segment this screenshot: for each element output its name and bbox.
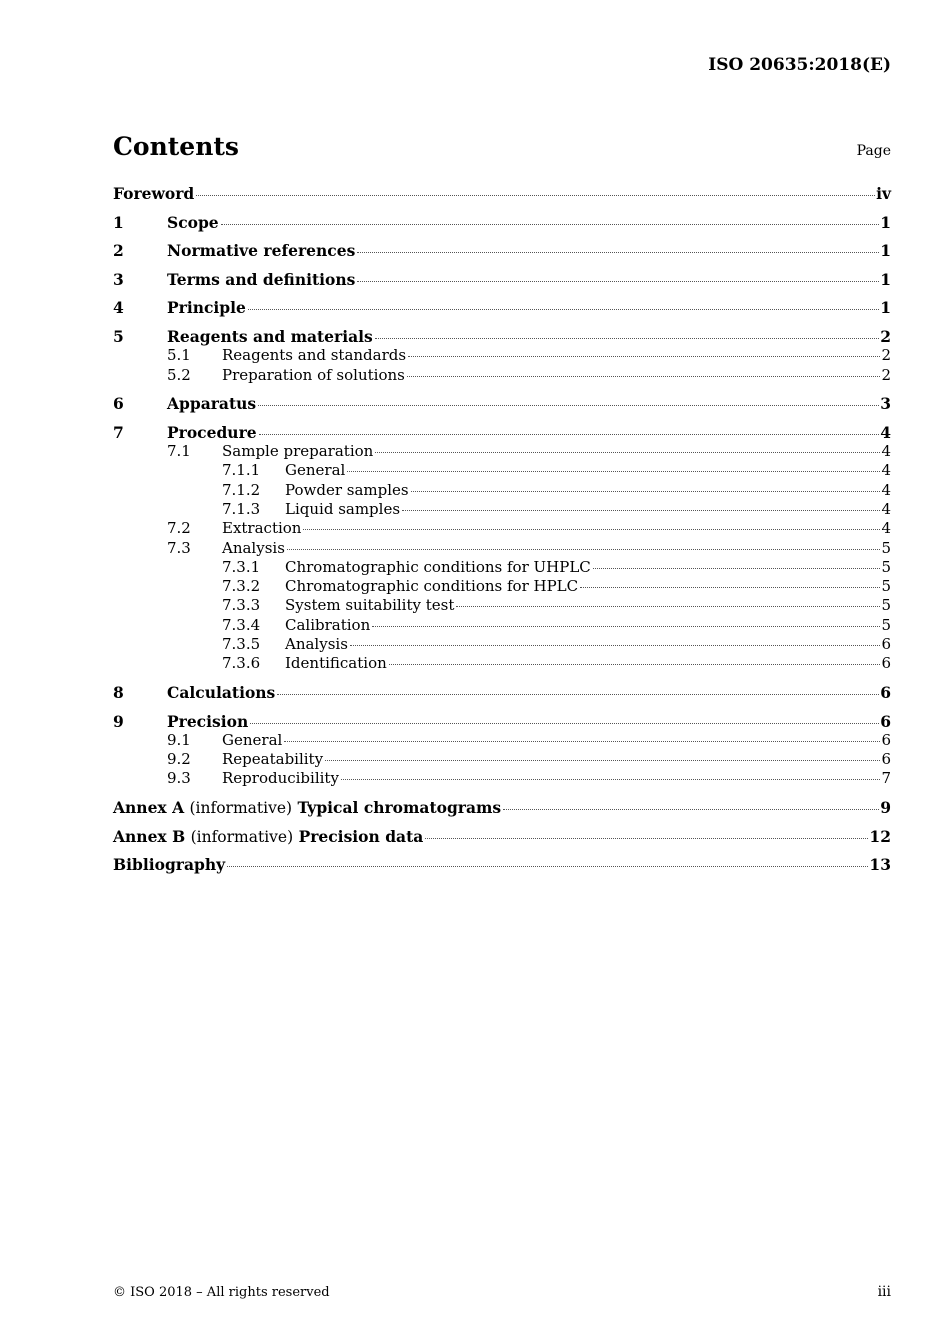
toc-page: 2 — [881, 365, 891, 384]
toc-page: 1 — [880, 269, 891, 289]
toc-page: 5 — [881, 615, 891, 634]
toc-entry-7[interactable] — [113, 423, 891, 442]
toc-number: 5.2 — [167, 365, 191, 384]
leader-dots — [407, 375, 881, 377]
toc-page: 4 — [881, 499, 891, 518]
toc-page: 13 — [869, 855, 891, 875]
leader-dots — [375, 337, 879, 339]
contents-title: Contents — [113, 132, 240, 161]
toc-page: 4 — [881, 519, 891, 538]
leader-dots — [402, 509, 880, 511]
leader-dots — [411, 490, 881, 492]
toc-entry-7-3-4[interactable] — [113, 616, 891, 635]
leader-dots — [347, 470, 880, 472]
toc-title: Apparatus — [167, 394, 257, 414]
toc-page: 2 — [881, 346, 891, 365]
leader-dots — [287, 548, 881, 550]
leader-dots — [503, 808, 879, 810]
leader-dots — [325, 759, 880, 761]
toc-title: System suitability test — [285, 596, 455, 615]
toc-entry-9-2[interactable] — [113, 750, 891, 769]
toc-page: 12 — [869, 826, 891, 846]
leader-dots — [284, 740, 880, 742]
leader-dots — [248, 308, 879, 310]
toc-title: Principle — [167, 298, 246, 318]
footer-page-number: iii — [877, 1284, 891, 1300]
toc-number: 9.3 — [167, 769, 191, 788]
toc-number: 7.3.6 — [222, 654, 261, 673]
toc-number: 8 — [113, 682, 124, 702]
toc-number: 7.3.3 — [222, 596, 261, 615]
toc-entry-9-3[interactable] — [113, 769, 891, 788]
leader-dots — [389, 663, 881, 665]
toc-title — [113, 798, 501, 817]
toc-title: Scope — [167, 212, 219, 232]
annex-type: (informative) — [189, 798, 293, 817]
toc-number: 7 — [113, 422, 124, 442]
leader-dots — [221, 223, 880, 225]
toc-title: Reagents and standards — [222, 346, 407, 365]
toc-page: 6 — [881, 730, 891, 749]
toc-title: Chromatographic conditions for HPLC — [285, 577, 579, 596]
toc-number: 4 — [113, 298, 124, 318]
toc-title — [113, 827, 423, 846]
toc-page: 7 — [881, 769, 891, 788]
toc-entry-foreword[interactable] — [113, 184, 891, 203]
toc-number: 5 — [113, 326, 124, 346]
toc-title: Bibliography — [113, 855, 226, 875]
toc-title: Powder samples — [285, 480, 409, 499]
toc-number: 7.3.5 — [222, 635, 261, 654]
toc-title: Reproducibility — [222, 769, 339, 788]
leader-dots — [357, 251, 879, 253]
toc-title: Normative references — [167, 241, 356, 261]
toc-title: Reagents and materials — [167, 326, 373, 346]
toc-entry-7-3-6[interactable] — [113, 654, 891, 673]
toc-title: Terms and definitions — [167, 269, 356, 289]
toc-title: Foreword — [113, 184, 195, 203]
toc-title: General — [285, 461, 346, 480]
toc-page: 6 — [880, 711, 891, 731]
toc-number: 7.1.2 — [222, 480, 261, 499]
toc-title: Sample preparation — [222, 442, 374, 461]
toc-entry-6[interactable] — [113, 394, 891, 413]
leader-dots — [341, 778, 881, 780]
toc-title: Precision — [167, 711, 249, 731]
leader-dots — [593, 567, 881, 569]
toc-title: Procedure — [167, 422, 257, 442]
toc-title: Analysis — [285, 635, 348, 654]
toc-page: 5 — [881, 596, 891, 615]
toc-number: 6 — [113, 394, 124, 414]
toc-page: 4 — [881, 442, 891, 461]
toc-entry-7-1-2[interactable] — [113, 481, 891, 500]
toc-entry-2[interactable] — [113, 241, 891, 260]
toc-page: 9 — [880, 797, 891, 817]
toc-page: 6 — [881, 635, 891, 654]
toc-number: 7.1.3 — [222, 499, 261, 518]
leader-dots — [425, 837, 868, 839]
leader-dots — [196, 194, 875, 196]
toc-page: 5 — [881, 577, 891, 596]
table-of-contents — [113, 184, 891, 874]
toc-page: 1 — [880, 212, 891, 232]
toc-page: 4 — [881, 461, 891, 480]
toc-number: 7.1 — [167, 442, 191, 461]
toc-entry-5[interactable] — [113, 327, 891, 346]
annex-type: (informative) — [190, 827, 294, 846]
toc-number: 7.3.1 — [222, 557, 261, 576]
toc-entry-7-2[interactable] — [113, 519, 891, 538]
toc-page: 5 — [881, 557, 891, 576]
toc-number: 1 — [113, 212, 124, 232]
toc-entry-annex-a[interactable] — [113, 798, 891, 817]
toc-title: Calculations — [167, 682, 276, 702]
toc-number: 9 — [113, 711, 124, 731]
toc-title: Chromatographic conditions for UHPLC — [285, 557, 591, 576]
toc-title: Liquid samples — [285, 499, 401, 518]
toc-entry-7-3[interactable] — [113, 539, 891, 558]
toc-entry-1[interactable] — [113, 213, 891, 232]
leader-dots — [227, 865, 868, 867]
toc-entry-7-1-1[interactable] — [113, 461, 891, 480]
toc-number: 7.3.4 — [222, 615, 261, 634]
toc-page: 1 — [880, 241, 891, 261]
leader-dots — [456, 605, 880, 607]
toc-page: 4 — [881, 480, 891, 499]
leader-dots — [250, 722, 879, 724]
leader-dots — [580, 586, 880, 588]
toc-entry-5-1[interactable] — [113, 346, 891, 365]
leader-dots — [350, 644, 881, 646]
leader-dots — [303, 528, 880, 530]
toc-page: iv — [876, 184, 891, 203]
leader-dots — [375, 451, 880, 453]
leader-dots — [277, 693, 879, 695]
toc-entry-bibliography[interactable] — [113, 855, 891, 874]
toc-page: 6 — [881, 654, 891, 673]
toc-page: 3 — [880, 394, 891, 414]
toc-entry-7-3-3[interactable] — [113, 596, 891, 615]
toc-page: 4 — [880, 422, 891, 442]
toc-title: Calibration — [285, 615, 371, 634]
toc-entry-7-1-3[interactable] — [113, 500, 891, 519]
page-column-label: Page — [856, 143, 891, 159]
toc-title: Repeatability — [222, 750, 324, 769]
toc-page: 6 — [880, 682, 891, 702]
toc-title: Extraction — [222, 519, 302, 538]
toc-page: 5 — [881, 538, 891, 557]
toc-entry-7-3-1[interactable] — [113, 558, 891, 577]
toc-title: Identification — [285, 654, 387, 673]
toc-title: General — [222, 730, 283, 749]
toc-number: 7.3 — [167, 538, 191, 557]
footer-copyright: © ISO 2018 – All rights reserved — [113, 1285, 330, 1300]
toc-title: Analysis — [222, 538, 285, 557]
leader-dots — [357, 280, 879, 282]
toc-page: 6 — [881, 750, 891, 769]
toc-entry-7-1[interactable] — [113, 442, 891, 461]
toc-number: 7.1.1 — [222, 461, 261, 480]
toc-number: 9.1 — [167, 730, 191, 749]
toc-entry-7-3-2[interactable] — [113, 577, 891, 596]
toc-entry-9[interactable] — [113, 712, 891, 731]
document-id: ISO 20635:2018(E) — [708, 55, 891, 75]
toc-page: 2 — [880, 326, 891, 346]
toc-title: Preparation of solutions — [222, 365, 405, 384]
leader-dots — [408, 355, 880, 357]
toc-entry-annex-b[interactable] — [113, 827, 891, 846]
toc-number: 9.2 — [167, 750, 191, 769]
annex-title: Precision data — [298, 826, 424, 846]
leader-dots — [258, 404, 879, 406]
toc-entry-9-1[interactable] — [113, 731, 891, 750]
toc-number: 7.2 — [167, 519, 191, 538]
toc-entry-3[interactable] — [113, 270, 891, 289]
annex-title: Typical chromatograms — [297, 797, 502, 817]
toc-entry-4[interactable] — [113, 298, 891, 317]
toc-number: 2 — [113, 241, 124, 261]
leader-dots — [372, 625, 880, 627]
leader-dots — [259, 433, 880, 435]
toc-entry-7-3-5[interactable] — [113, 635, 891, 654]
toc-page: 1 — [880, 298, 891, 318]
toc-number: 7.3.2 — [222, 577, 261, 596]
annex-label: Annex A — [113, 797, 185, 817]
toc-entry-5-2[interactable] — [113, 366, 891, 385]
annex-label: Annex B — [113, 826, 186, 846]
toc-entry-8[interactable] — [113, 683, 891, 702]
toc-number: 5.1 — [167, 346, 191, 365]
toc-number: 3 — [113, 269, 124, 289]
